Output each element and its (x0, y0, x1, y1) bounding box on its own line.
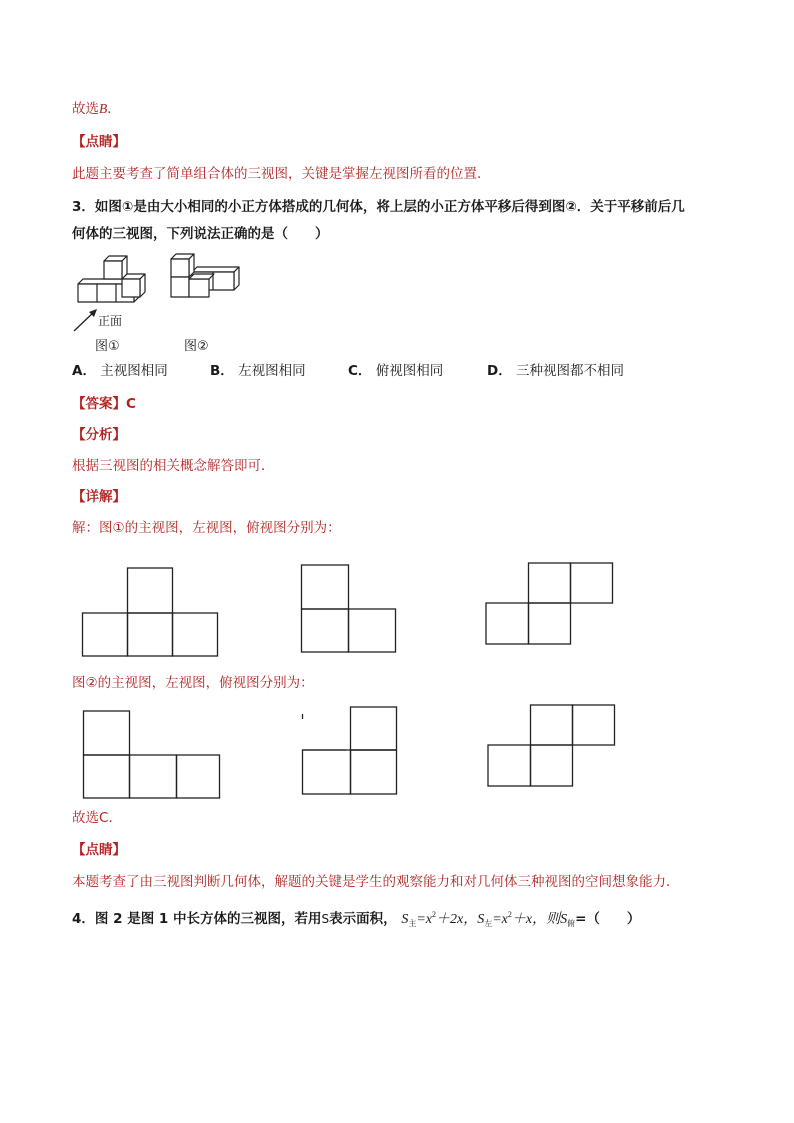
fig1-front-view (82, 567, 218, 657)
question-3-line-1: 3．如图①是由大小相同的小正方体搭成的几何体，将上层的小正方体平移后得到图②．关于平移前后几 (72, 199, 685, 215)
area-left: $S_左=x^2+x$，则 (477, 910, 561, 928)
fig2-left-view (302, 706, 398, 796)
answer-value: C (126, 396, 136, 412)
front-direction-arrow-icon (72, 307, 100, 333)
option-c: C． 俯视图相同 (348, 363, 444, 379)
previous-answer: 故选B． (72, 101, 121, 117)
comment-text: 此题主要考查了简单组合体的三视图，关键是掌握左视图所看的位置． (72, 166, 491, 182)
figure-1-front-row (78, 256, 150, 304)
answer-header: 【答案】C (72, 396, 136, 412)
fig2-front-view (83, 710, 221, 800)
analysis-text: 根据三视图的相关概念解答即可． (72, 458, 275, 474)
question-3-line-2: 何体的三视图，下列说法正确的是（ ） (72, 226, 329, 242)
fig1-top-view (485, 562, 614, 645)
area-front: $S_主=x^2+2x$， (401, 910, 478, 928)
detail-header: 【详解】 (72, 489, 126, 505)
question-4: 4．图 2 是图 1 中长方体的三视图，若用S表示面积， $S_主=x^2+2x$，$S_左=x^2+x$，则$S_俯=$（ ） (72, 910, 641, 928)
option-d: D． 三种视图都不相同 (487, 363, 625, 379)
comment-text-2: 本题考查了由三视图判断几何体，解题的关键是学生的观察能力和对几何体三种视图的空间想象能力． (72, 874, 680, 890)
figure-2-caption: 图② (184, 339, 209, 354)
fig2-top-view (487, 704, 616, 787)
area-top: $S_俯$ (560, 912, 576, 928)
fig1-left-view (301, 564, 397, 653)
final-answer: 故选C． (72, 810, 122, 826)
front-label: 正面 (98, 314, 123, 328)
figure-2-cubes (169, 254, 245, 300)
detail-intro: 解：图①的主视图，左视图，俯视图分别为： (72, 520, 341, 536)
detail-fig2-text: 图②的主视图，左视图，俯视图分别为： (72, 675, 314, 691)
figure-1-caption: 图① (95, 339, 120, 354)
comment-header-2: 【点睛】 (72, 842, 126, 858)
analysis-header: 【分析】 (72, 427, 126, 443)
option-a: A． 主视图相同 (72, 363, 168, 379)
option-b: B． 左视图相同 (210, 363, 306, 379)
comment-header: 【点睛】 (72, 134, 126, 150)
